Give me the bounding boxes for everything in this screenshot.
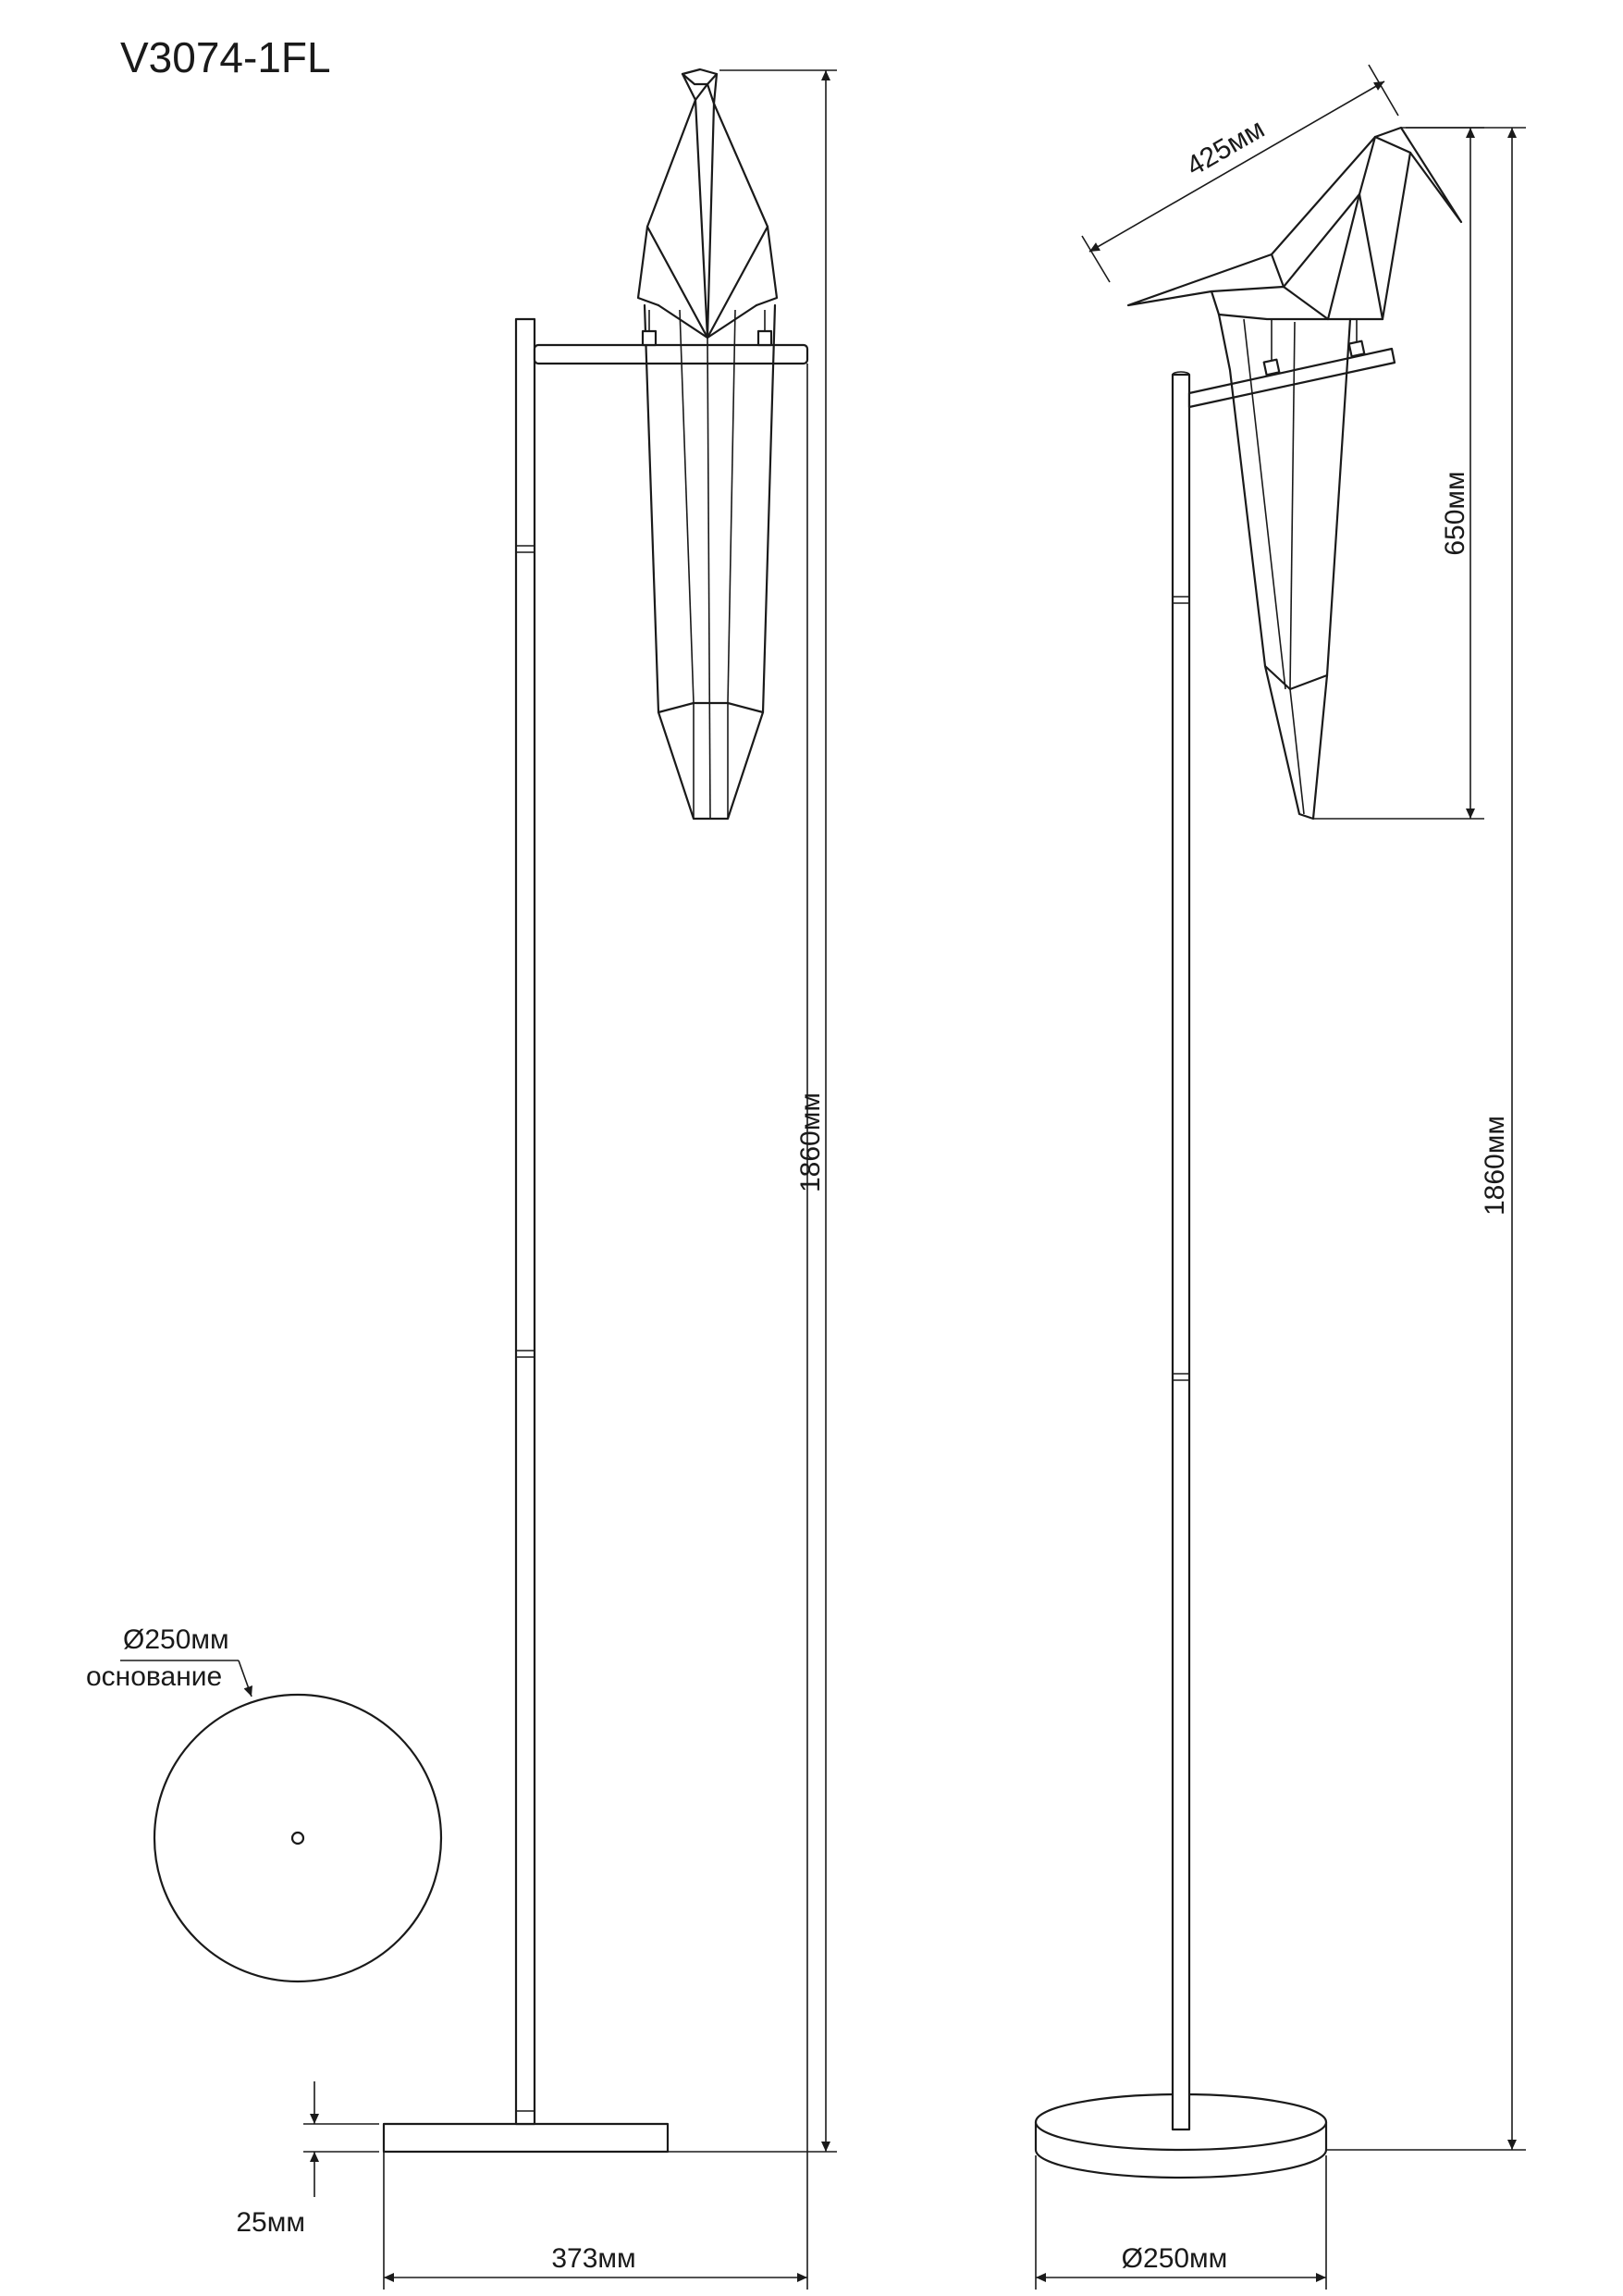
model-title: V3074-1FL: [120, 33, 331, 81]
base-thickness-label: 25мм: [236, 2207, 305, 2238]
front-width-label: 373мм: [551, 2243, 636, 2274]
front-height-dimension: [668, 70, 837, 2152]
shade-length-dimension: [1082, 65, 1398, 282]
shade-length-label: 425мм: [1181, 113, 1271, 182]
side-view: [1036, 128, 1461, 2178]
front-base: [384, 2124, 668, 2152]
front-pole: [516, 319, 535, 2124]
front-view: [384, 69, 807, 2152]
side-height-label: 1860мм: [1480, 1116, 1510, 1216]
shade-height-dimension: [1313, 128, 1484, 819]
side-height-dimension: [1326, 128, 1526, 2150]
side-arm: [1189, 349, 1395, 407]
front-height-label: 1860мм: [795, 1092, 826, 1192]
base-center-hole: [292, 1833, 303, 1844]
base-top-view: [86, 1624, 441, 1981]
top-base-caption: основание: [86, 1661, 223, 1692]
front-bird-shade: [638, 69, 777, 819]
front-arm: [535, 345, 807, 364]
front-width-dimension: [384, 364, 807, 2290]
shade-height-label: 650мм: [1440, 471, 1470, 556]
top-base-diameter-label: Ø250мм: [123, 1624, 229, 1655]
side-pole: [1173, 375, 1189, 2129]
side-base-diameter-label: Ø250мм: [1121, 2243, 1228, 2274]
base-thickness-dimension: [236, 2081, 379, 2238]
